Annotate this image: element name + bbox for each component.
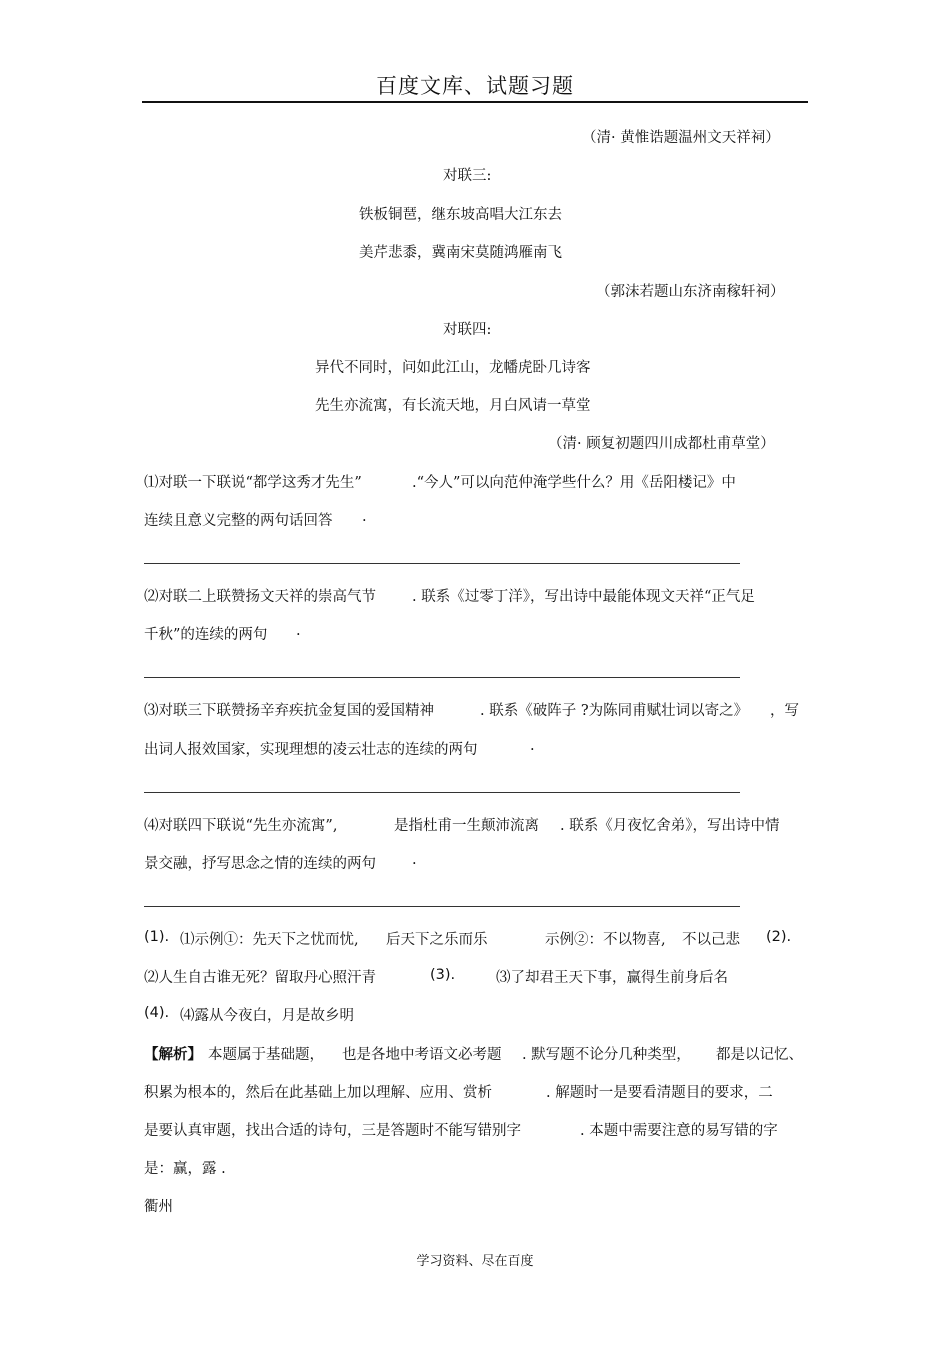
question-3-part-c: ，写 [770,703,799,719]
question-3-part-d: 出词人报效国家，实现理想的凌云壮志的连续的两句 [144,742,478,758]
couplet-4-line-2: 先生亦流寓，有长流天地，月白风请一草堂 [315,398,591,414]
answer-2-number: (2). [766,929,792,945]
couplet-4-label: 对联四: [443,322,492,338]
couplet-4-source: （清· 顾复初题四川成都杜甫草堂） [548,436,775,452]
analysis-place: 衢州 [144,1199,173,1215]
answer-1-number: (1). [144,929,170,945]
answer-1-text-3: 示例②：不以物喜, [545,932,666,948]
question-2-part-d: . [296,623,301,639]
answer-blank-3 [144,792,740,793]
answer-4-text: ⑷露从今夜白，月是故乡明 [180,1008,354,1024]
question-4-part-d: 景交融，抒写思念之情的连续的两句 [144,856,376,872]
question-1-part-d: . [362,509,367,525]
question-3-part-a: ⑶对联三下联赞扬辛弃疾抗金复国的爱国精神 [144,703,434,719]
answer-3-text: ⑶了却君王天下事，赢得生前身后名 [496,970,728,986]
couplet-3-source: （郭沫若题山东济南稼轩祠） [596,284,785,300]
header-rule [142,101,808,103]
couplet-3-line-1: 铁板铜琶，继东坡高唱大江东去 [359,207,562,223]
analysis-line-1-b: 也是各地中考语文必考题 [342,1047,502,1063]
question-1-part-a: ⑴对联一下联说“都学这秀才先生” [144,475,362,491]
question-2-part-c: 千秋”的连续的两句 [144,627,268,643]
answer-3-number: (3). [430,967,456,983]
analysis-line-2-b: . 解题时一是要看清题目的要求，二 [546,1085,773,1101]
question-2-part-b: . 联系《过零丁洋》，写出诗中最能体现文天祥“正气足 [412,589,755,605]
couplet-3-label: 对联三: [443,168,492,184]
question-4-part-a: ⑷对联四下联说“先生亦流寓”, [144,818,338,834]
answer-4-number: (4). [144,1005,170,1021]
question-1-part-b: .“今人”可以向范仲淹学些什么？用《岳阳楼记》中 [412,475,736,491]
answer-blank-2 [144,677,740,678]
couplet-2-source: （清· 黄惟诰题温州文天祥祠） [582,130,780,146]
page-header-title: 百度文库、试题习题 [376,74,574,98]
question-3-part-e: . [530,738,535,754]
analysis-line-3-a: 是要认真审题，找出合适的诗句，三是答题时不能写错别字 [144,1123,521,1139]
analysis-line-1-d: 都是以记忆、 [716,1047,803,1063]
analysis-label: 【解析】 [144,1046,202,1063]
answer-1-text-4: 不以己悲 [682,932,740,948]
question-4-part-e: . [412,852,417,868]
answer-1-text: ⑴示例①：先天下之忧而忧, [180,932,359,948]
question-4-part-b: 是指杜甫一生颠沛流离 [394,818,539,834]
analysis-line-3-b: . 本题中需要注意的易写错的字 [580,1123,778,1139]
answer-2-text: ⑵人生自古谁无死？留取丹心照汗青 [144,970,376,986]
analysis-line-1-a: 本题属于基础题， [208,1047,324,1063]
analysis-line-1-c: . 默写题不论分几种类型， [522,1047,691,1063]
analysis-line-4: 是：赢，露 . [144,1161,226,1177]
analysis-line-2-a: 积累为根本的，然后在此基础上加以理解、应用、赏析 [144,1085,492,1101]
answer-blank-1 [144,563,740,564]
question-2-part-a: ⑵对联二上联赞扬文天祥的崇高气节 [144,589,376,605]
answer-1-text-2: 后天下之乐而乐 [386,932,488,948]
question-3-part-b: . 联系《破阵子 ?为陈同甫赋壮词以寄之》 [480,703,749,719]
answer-blank-4 [144,906,740,907]
couplet-4-line-1: 异代不同时，问如此江山，龙幡虎卧几诗客 [315,360,591,376]
question-1-part-c: 连续且意义完整的两句话回答 [144,513,333,529]
page-footer: 学习资料、尽在百度 [416,1254,534,1269]
question-4-part-c: . 联系《月夜忆舍弟》，写出诗中情 [560,818,780,834]
couplet-3-line-2: 美芹悲黍，冀南宋莫随鸿雁南飞 [359,245,562,261]
